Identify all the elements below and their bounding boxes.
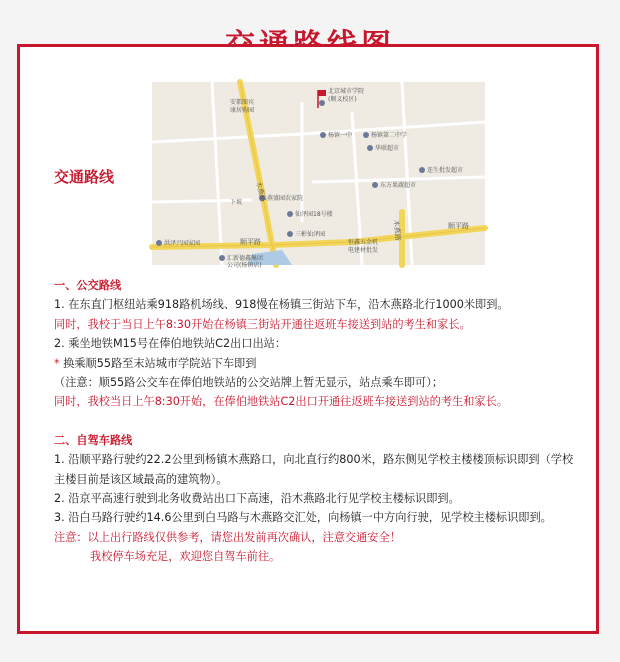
map-road-shunping: 顺平路 (240, 238, 261, 246)
drive-note-2: 我校停车场充足，欢迎您自驾车前往。 (90, 550, 281, 564)
map-label-supermarket: 连生批发超市 (427, 167, 464, 174)
map-road-muyan: 木燕路 (254, 180, 268, 203)
map-label-school-sub: (顺义校区) (328, 96, 357, 103)
route-side-label: 交通路线 (54, 168, 115, 186)
drive-line-3: 3. 沿白马路行驶约14.6公里到白马路与木燕路交汇处，向杨镇一中方向行驶，见学校主楼标识即到。 (54, 511, 552, 525)
map-label-hengyuan: 恒鑫五金机 (348, 239, 379, 246)
map-label-left-top2: 康居购园 (230, 107, 255, 114)
map-label-huiyuan: 汇新德鑫集团 (227, 255, 264, 262)
map-label-agri: 燕盛园农家院 (267, 195, 304, 202)
map-road-muyan2: 木燕路 (392, 219, 402, 242)
route-map[interactable] (152, 82, 485, 269)
bus-star: * (54, 356, 60, 370)
map-label-sanbei: 三彬仙泽园 (295, 231, 326, 238)
map-label-school: 北京城市学院 (328, 88, 365, 95)
section-gap (54, 412, 584, 431)
map-road-shunping2: 顺平路 (448, 222, 469, 230)
bus-line-4-text: 换乘顺55路至末站城市学院站下车即到 (59, 356, 257, 370)
bus-line-2: 同时，我校于当日上午8:30开始在杨镇三街站开通往返班车接送到站的考生和家长。 (54, 317, 471, 331)
drive-heading: 二、自驾车路线 (54, 433, 133, 447)
map-label-hengyuan2: 电建材批发 (348, 247, 379, 254)
map-canvas (152, 82, 485, 269)
bus-line-4 (54, 354, 584, 373)
drive-note-1: 注意：以上出行路线仅供参考，请您出发前再次确认，注意交通安全！ (54, 530, 401, 544)
bus-line-3: 2. 乘坐地铁M15号在俸伯地铁站C2出口出站： (54, 337, 287, 351)
map-label-hualian: 华联超市 (375, 145, 400, 152)
map-label-second-school: 杨镇第二中学 (371, 132, 408, 139)
route-content (54, 276, 584, 567)
bus-line-6: 同时，我校当日上午8:30开始，在俸伯地铁站C2出口开通往返班车接送到站的考生和家长。 (54, 395, 508, 409)
bus-line-1: 1. 在东直门枢纽站乘918路机场线、918慢在杨镇三街站下车，沿木燕路北行1000米即到。 (54, 298, 509, 312)
bus-line-5: （注意：顺55路公交车在俸伯地铁站的公交站牌上暂无显示，站点乘车即可）； (54, 376, 444, 390)
map-label-left-top: 安都图宾 (230, 99, 255, 106)
map-label-yangzhen-school: 杨镇一中 (328, 132, 353, 139)
map-label-dongfang: 东方果蔬超市 (380, 182, 417, 189)
map-label-hongze: 洪泽兴园家园 (164, 240, 201, 247)
drive-line-2: 2. 沿京平高速行驶到北务收费站出口下高速，沿木燕路北行见学校主楼标识即到。 (54, 492, 460, 506)
map-label-xianze: 仙泽园18号楼 (295, 211, 333, 218)
drive-line-1: 1. 沿顺平路行驶约22.2公里到杨镇木燕路口，向北直行约800米，路东侧见学校主楼楼顶标识即到（学校主楼目前是该区域最高的建筑物）。 (54, 453, 574, 486)
bus-heading: 一、公交路线 (54, 279, 122, 292)
map-label-huiyuan2: 公司(杨镇店) (227, 262, 262, 269)
map-label-xiapo: 下坡 (230, 199, 243, 206)
